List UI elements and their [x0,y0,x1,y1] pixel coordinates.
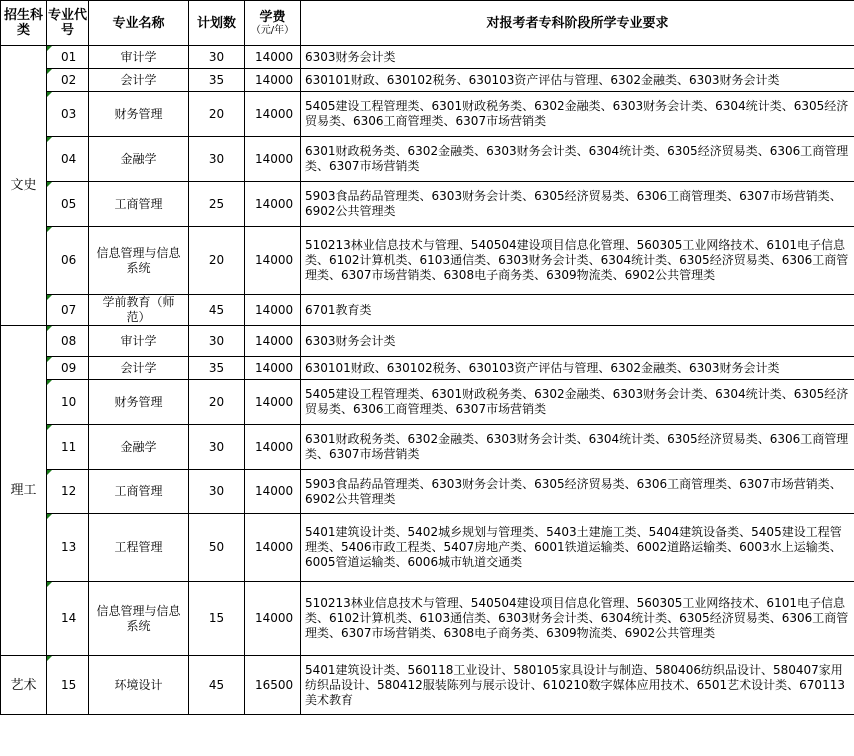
name-cell: 工商管理 [89,182,189,227]
table-row [1,69,854,92]
name-cell: 审计学 [89,326,189,357]
code-cell: 12 [47,470,89,514]
name-cell: 工商管理 [89,470,189,514]
table-row [1,46,854,69]
requirement-cell: 5401建筑设计类、560118工业设计、580105家具设计与制造、580406纺织品设计、580407家用纺织品设计、580412服装陈列与展示设计、610210数字媒体应用技术、6501艺术设计类、670113美术教育 [301,656,854,715]
fee-cell: 14000 [245,137,301,182]
plan-cell: 30 [189,137,245,182]
name-cell: 审计学 [89,46,189,69]
code-cell: 06 [47,227,89,295]
name-cell: 环境设计 [89,656,189,715]
plan-cell: 45 [189,656,245,715]
code-cell: 05 [47,182,89,227]
plan-cell: 30 [189,326,245,357]
plan-cell: 20 [189,380,245,425]
header-requirement: 对报考者专科阶段所学专业要求 [301,1,854,46]
name-cell: 会计学 [89,357,189,380]
plan-cell: 45 [189,295,245,326]
plan-cell: 30 [189,470,245,514]
header-fee [245,1,301,46]
table-row [1,514,854,582]
fee-cell: 14000 [245,326,301,357]
fee-cell: 14000 [245,92,301,137]
name-cell: 信息管理与信息系统 [89,227,189,295]
code-cell: 01 [47,46,89,69]
table-row [1,137,854,182]
code-cell: 10 [47,380,89,425]
plan-cell: 20 [189,227,245,295]
plan-cell: 30 [189,425,245,470]
fee-cell: 14000 [245,514,301,582]
plan-cell: 25 [189,182,245,227]
name-cell: 财务管理 [89,380,189,425]
table-row [1,357,854,380]
requirement-cell: 5903食品药品管理类、6303财务会计类、6305经济贸易类、6306工商管理类、6307市场营销类、6902公共管理类 [301,470,854,514]
category-cell: 文史 [1,46,47,326]
code-cell: 04 [47,137,89,182]
plan-cell: 20 [189,92,245,137]
name-cell: 会计学 [89,69,189,92]
category-cell: 艺术 [1,656,47,715]
header-fee-unit: （元/年） [250,24,295,36]
requirement-cell: 6303财务会计类 [301,46,854,69]
fee-cell: 14000 [245,227,301,295]
code-cell: 03 [47,92,89,137]
name-cell: 金融学 [89,137,189,182]
table-row [1,470,854,514]
fee-cell: 14000 [245,380,301,425]
plan-cell: 35 [189,357,245,380]
code-cell: 14 [47,582,89,656]
fee-cell: 14000 [245,425,301,470]
code-cell: 15 [47,656,89,715]
name-cell: 金融学 [89,425,189,470]
code-cell: 07 [47,295,89,326]
plan-cell: 35 [189,69,245,92]
header-code: 专业代号 [47,1,89,46]
requirement-cell: 510213林业信息技术与管理、540504建设项目信息化管理、560305工业网络技术、6101电子信息类、6102计算机类、6103通信类、6303财务会计类、6304统计类、6305经济贸易类、6306工商管理类、6307市场营销类、6308电子商务类、6309物流类、6902公共管理类 [301,227,854,295]
fee-cell: 14000 [245,46,301,69]
code-cell: 08 [47,326,89,357]
fee-cell: 14000 [245,582,301,656]
table-row [1,656,854,715]
requirement-cell: 5903食品药品管理类、6303财务会计类、6305经济贸易类、6306工商管理类、6307市场营销类、6902公共管理类 [301,182,854,227]
table-row [1,227,854,295]
name-cell: 工程管理 [89,514,189,582]
table-row [1,92,854,137]
header-fee-label: 学费 [259,9,286,25]
fee-cell: 14000 [245,470,301,514]
table-row [1,582,854,656]
requirement-cell: 6301财政税务类、6302金融类、6303财务会计类、6304统计类、6305经济贸易类、6306工商管理类、6307市场营销类 [301,137,854,182]
fee-cell: 14000 [245,182,301,227]
requirement-cell: 6301财政税务类、6302金融类、6303财务会计类、6304统计类、6305经济贸易类、6306工商管理类、6307市场营销类 [301,425,854,470]
plan-cell: 50 [189,514,245,582]
table-row [1,182,854,227]
code-cell: 09 [47,357,89,380]
table-row [1,425,854,470]
requirement-cell: 6303财务会计类 [301,326,854,357]
fee-cell: 16500 [245,656,301,715]
code-cell: 02 [47,69,89,92]
category-cell: 理工 [1,326,47,656]
table-row [1,380,854,425]
plan-cell: 15 [189,582,245,656]
requirement-cell: 6701教育类 [301,295,854,326]
table-row [1,326,854,357]
code-cell: 11 [47,425,89,470]
header-row [1,1,854,46]
fee-cell: 14000 [245,357,301,380]
header-plan: 计划数 [189,1,245,46]
name-cell: 财务管理 [89,92,189,137]
name-cell: 学前教育（师范） [89,295,189,326]
requirement-cell: 5405建设工程管理类、6301财政税务类、6302金融类、6303财务会计类、6304统计类、6305经济贸易类、6306工商管理类、6307市场营销类 [301,380,854,425]
fee-cell: 14000 [245,295,301,326]
requirement-cell: 5401建筑设计类、5402城乡规划与管理类、5403土建施工类、5404建筑设备类、5405建设工程管理类、5406市政工程类、5407房地产类、6001铁道运输类、6002道路运输类、6003水上运输类、6005管道运输类、6006城市轨道交通类 [301,514,854,582]
requirement-cell: 510213林业信息技术与管理、540504建设项目信息化管理、560305工业网络技术、6101电子信息类、6102计算机类、6103通信类、6303财务会计类、6304统计类、6305经济贸易类、6306工商管理类、6307市场营销类、6308电子商务类、6309物流类、6902公共管理类 [301,582,854,656]
requirement-cell: 5405建设工程管理类、6301财政税务类、6302金融类、6303财务会计类、6304统计类、6305经济贸易类、6306工商管理类、6307市场营销类 [301,92,854,137]
requirement-cell: 630101财政、630102税务、630103资产评估与管理、6302金融类、6303财务会计类 [301,357,854,380]
header-name: 专业名称 [89,1,189,46]
code-cell: 13 [47,514,89,582]
header-category: 招生科类 [1,1,47,46]
table-row [1,295,854,326]
fee-cell: 14000 [245,69,301,92]
plan-cell: 30 [189,46,245,69]
table-body [1,46,854,715]
requirement-cell: 630101财政、630102税务、630103资产评估与管理、6302金融类、6303财务会计类 [301,69,854,92]
name-cell: 信息管理与信息系统 [89,582,189,656]
